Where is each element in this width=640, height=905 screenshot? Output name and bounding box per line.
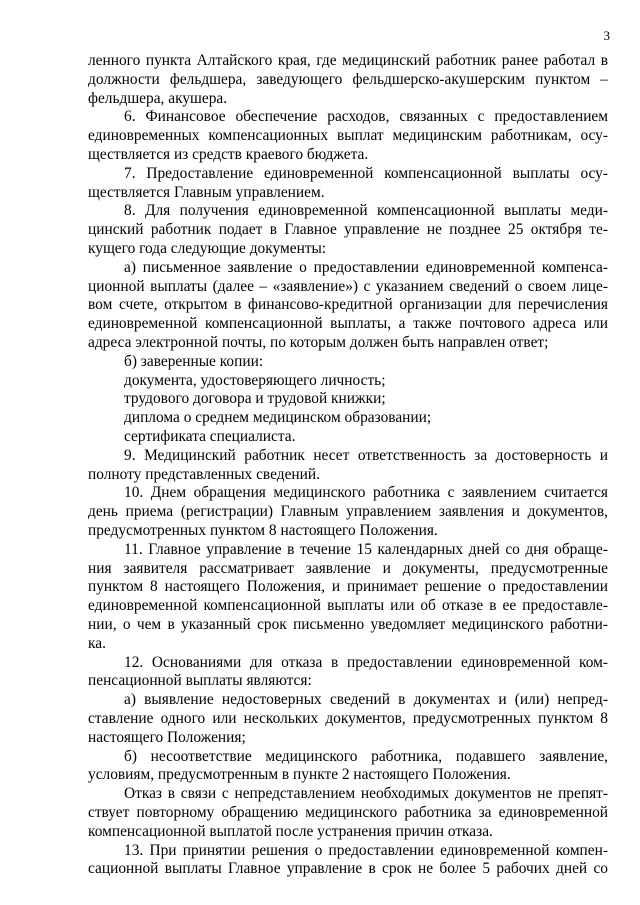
text-line: ционной выплаты (далее – «заявление») с указанием сведений о своем лице- bbox=[88, 277, 608, 295]
text-line: пунктом 8 настоящего Положения, и принимает решение о предоставлении bbox=[88, 578, 608, 596]
text-line: ствует повторному обращению медицинского работника за единовременной bbox=[88, 804, 608, 821]
page-number: 3 bbox=[603, 28, 610, 43]
text-line: ния заявителя рассматривает заявление и документы, предусмотренные bbox=[88, 559, 608, 577]
text-line: единовременной компенсационной выплаты или об отказе в ее предоставле- bbox=[88, 597, 608, 615]
text-line: а) выявление недостоверных сведений в документах и (или) непред- bbox=[124, 691, 608, 709]
text-line: ленного пункта Алтайского края, где медицинский работник ранее работал в bbox=[88, 52, 608, 69]
text-line: сертификата специалиста. bbox=[124, 428, 296, 445]
text-line: 6. Финансовое обеспечение расходов, связанных с предоставлением bbox=[124, 108, 608, 126]
text-line: условиям, предусмотренным в пункте 2 настоящего Положения. bbox=[88, 766, 511, 784]
text-line: 11. Главное управление в течение 15 календарных дней со дня обраще- bbox=[124, 540, 608, 558]
text-line: 12. Основаниями для отказа в предоставлении единовременной ком- bbox=[124, 653, 608, 671]
text-line: предусмотренных пунктом 8 настоящего Положения. bbox=[88, 522, 438, 539]
text-line: ка. bbox=[88, 634, 106, 652]
text-line: а) письменное заявление о предоставлении единовременной компенса- bbox=[124, 258, 608, 276]
text-line: настоящего Положения; bbox=[88, 728, 246, 746]
text-line: 7. Предоставление единовременной компенсационной выплаты осу- bbox=[124, 164, 608, 182]
text-line: б) заверенные копии: bbox=[124, 352, 264, 370]
text-line: вом счете, открытом в финансово-кредитной организации для перечисления bbox=[88, 296, 608, 314]
text-line: нии, о чем в указанный срок письменно уведомляет медицинского работни- bbox=[88, 616, 608, 633]
text-line: документа, удостоверяющего личность; bbox=[124, 371, 386, 389]
text-line: 8. Для получения единовременной компенсационной выплаты меди- bbox=[124, 202, 608, 220]
text-line: 9. Медицинский работник несет ответственность за достоверность и bbox=[124, 446, 608, 464]
text-line: сационной выплаты Главное управление в срок не более 5 рабочих дней со bbox=[88, 860, 608, 878]
text-line: ществляется из средств краевого бюджета. bbox=[88, 146, 369, 163]
text-line: ществляется Главным управлением. bbox=[88, 183, 325, 201]
text-line: цинский работник подает в Главное управление не позднее 25 октября те- bbox=[88, 221, 608, 239]
text-line: ставление одного или нескольких документов, предусмотренных пунктом 8 bbox=[88, 710, 608, 727]
text-line: пенсационной выплаты являются: bbox=[88, 672, 312, 690]
text-line: единовременной компенсационной выплаты, а также почтового адреса или bbox=[88, 315, 608, 333]
text-line: диплома о среднем медицинском образовании; bbox=[124, 409, 432, 427]
text-line: день приема (регистрации) Главным управлением заявления и документов, bbox=[88, 503, 608, 521]
text-line: компенсационной выплатой после устранения причин отказа. bbox=[88, 822, 493, 840]
text-line: б) несоответствие медицинского работника, подавшего заявление, bbox=[124, 747, 608, 765]
text-line: полноту представленных сведений. bbox=[88, 465, 320, 483]
text-line: должности фельдшера, заведующего фельдшерско-акушерским пунктом – bbox=[88, 70, 608, 88]
text-line: фельдшера, акушера. bbox=[88, 89, 228, 107]
text-line: трудового договора и трудовой книжки; bbox=[124, 390, 386, 408]
text-line: кущего года следующие документы: bbox=[88, 240, 327, 257]
text-line: единовременных компенсационных выплат медицинским работникам, осу- bbox=[88, 127, 608, 145]
text-line: 13. При принятии решения о предоставлении единовременной компен- bbox=[124, 841, 608, 859]
text-line: адреса электронной почты, по которым должен быть направлен ответ; bbox=[88, 334, 549, 351]
text-line: 10. Днем обращения медицинского работника с заявлением считается bbox=[124, 484, 608, 502]
text-line: Отказ в связи с непредставлением необходимых документов не препят- bbox=[124, 785, 608, 803]
